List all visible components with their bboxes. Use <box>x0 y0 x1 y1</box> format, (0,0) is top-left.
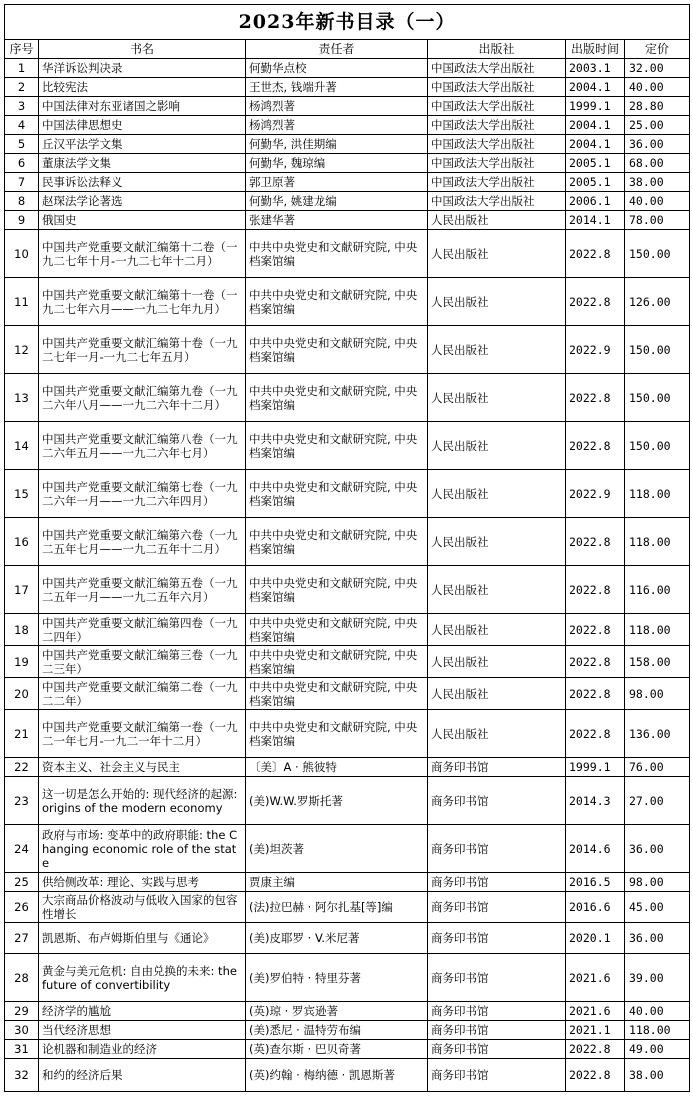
cell-price: 38.00 <box>625 173 690 192</box>
cell-author: 中共中央党史和文献研究院, 中央档案馆编 <box>246 518 428 566</box>
table-row <box>5 1059 690 1092</box>
cell-title: 经济学的尴尬 <box>39 1002 246 1021</box>
cell-price: 25.00 <box>625 116 690 135</box>
cell-price: 49.00 <box>625 1040 690 1059</box>
cell-author: 何勤华, 洪佳期编 <box>246 135 428 154</box>
cell-date: 2005.1 <box>566 173 625 192</box>
cell-date: 2016.5 <box>566 873 625 892</box>
table-row <box>5 1040 690 1059</box>
cell-publisher: 人民出版社 <box>428 374 566 422</box>
cell-author: 〔美〕A · 熊彼特 <box>246 758 428 777</box>
cell-author: 中共中央党史和文献研究院, 中央档案馆编 <box>246 374 428 422</box>
cell-title: 中国共产党重要文献汇编第三卷（一九二三年） <box>39 646 246 678</box>
cell-seq: 17 <box>5 566 39 614</box>
cell-price: 39.00 <box>625 954 690 1002</box>
cell-publisher: 商务印书馆 <box>428 873 566 892</box>
cell-price: 118.00 <box>625 1021 690 1040</box>
catalog-title: 2023年新书目录（一） <box>5 5 690 40</box>
cell-price: 126.00 <box>625 278 690 326</box>
cell-publisher: 商务印书馆 <box>428 923 566 954</box>
table-row <box>5 374 690 422</box>
cell-publisher: 人民出版社 <box>428 278 566 326</box>
cell-seq: 30 <box>5 1021 39 1040</box>
cell-title: 中国共产党重要文献汇编第一卷（一九二一年七月-一九二一年十二月） <box>39 710 246 758</box>
cell-title: 中国共产党重要文献汇编第十一卷（一九二七年六月——一九二七年九月） <box>39 278 246 326</box>
table-row <box>5 710 690 758</box>
table-row <box>5 923 690 954</box>
cell-seq: 2 <box>5 78 39 97</box>
cell-seq: 28 <box>5 954 39 1002</box>
cell-publisher: 人民出版社 <box>428 230 566 278</box>
table-row <box>5 135 690 154</box>
cell-title: 中国共产党重要文献汇编第十卷（一九二七年一月-一九二七年五月） <box>39 326 246 374</box>
cell-date: 1999.1 <box>566 758 625 777</box>
table-row <box>5 173 690 192</box>
table-row <box>5 825 690 873</box>
cell-seq: 15 <box>5 470 39 518</box>
cell-seq: 18 <box>5 614 39 646</box>
cell-title: 华洋诉讼判决录 <box>39 59 246 78</box>
cell-author: 何勤华, 魏琼编 <box>246 154 428 173</box>
cell-author: 贾康主编 <box>246 873 428 892</box>
cell-author: 张建华著 <box>246 211 428 230</box>
table-row <box>5 954 690 1002</box>
cell-price: 68.00 <box>625 154 690 173</box>
cell-date: 2003.1 <box>566 59 625 78</box>
cell-price: 36.00 <box>625 135 690 154</box>
cell-date: 2021.1 <box>566 1021 625 1040</box>
table-row <box>5 777 690 825</box>
cell-author: 中共中央党史和文献研究院, 中央档案馆编 <box>246 422 428 470</box>
cell-title: 政府与市场: 变革中的政府职能: the Changing economic role of the state <box>39 825 246 873</box>
cell-date: 2022.8 <box>566 646 625 678</box>
cell-date: 1999.1 <box>566 97 625 116</box>
cell-seq: 6 <box>5 154 39 173</box>
cell-author: 郭卫原著 <box>246 173 428 192</box>
table-row <box>5 78 690 97</box>
cell-author: 中共中央党史和文献研究院, 中央档案馆编 <box>246 646 428 678</box>
cell-author: 王世杰, 钱端升著 <box>246 78 428 97</box>
table-row <box>5 566 690 614</box>
cell-title: 中国法律思想史 <box>39 116 246 135</box>
cell-seq: 4 <box>5 116 39 135</box>
cell-publisher: 人民出版社 <box>428 646 566 678</box>
cell-publisher: 中国政法大学出版社 <box>428 192 566 211</box>
cell-title: 中国共产党重要文献汇编第五卷（一九二五年一月——一九二五年六月） <box>39 566 246 614</box>
cell-publisher: 人民出版社 <box>428 566 566 614</box>
cell-title: 中国共产党重要文献汇编第七卷（一九二六年一月——一九二六年四月） <box>39 470 246 518</box>
cell-title: 凯恩斯、布卢姆斯伯里与《通论》 <box>39 923 246 954</box>
table-row <box>5 873 690 892</box>
cell-date: 2014.1 <box>566 211 625 230</box>
table-row <box>5 192 690 211</box>
cell-seq: 29 <box>5 1002 39 1021</box>
header-date: 出版时间 <box>566 40 625 59</box>
cell-publisher: 商务印书馆 <box>428 1002 566 1021</box>
cell-author: (美)坦茨著 <box>246 825 428 873</box>
cell-seq: 32 <box>5 1059 39 1092</box>
cell-author: 中共中央党史和文献研究院, 中央档案馆编 <box>246 710 428 758</box>
cell-seq: 27 <box>5 923 39 954</box>
cell-title: 比较宪法 <box>39 78 246 97</box>
cell-title: 当代经济思想 <box>39 1021 246 1040</box>
cell-publisher: 人民出版社 <box>428 470 566 518</box>
cell-author: 杨鸿烈著 <box>246 97 428 116</box>
header-row <box>5 40 690 59</box>
table-row <box>5 211 690 230</box>
table-row <box>5 97 690 116</box>
cell-price: 78.00 <box>625 211 690 230</box>
cell-date: 2022.8 <box>566 1040 625 1059</box>
cell-seq: 25 <box>5 873 39 892</box>
cell-title: 俄国史 <box>39 211 246 230</box>
table-row <box>5 278 690 326</box>
cell-date: 2014.6 <box>566 825 625 873</box>
cell-seq: 10 <box>5 230 39 278</box>
cell-publisher: 中国政法大学出版社 <box>428 97 566 116</box>
cell-seq: 12 <box>5 326 39 374</box>
cell-date: 2022.8 <box>566 518 625 566</box>
cell-date: 2006.1 <box>566 192 625 211</box>
cell-publisher: 商务印书馆 <box>428 892 566 923</box>
cell-title: 民事诉讼法释义 <box>39 173 246 192</box>
cell-author: 中共中央党史和文献研究院, 中央档案馆编 <box>246 678 428 710</box>
cell-title: 中国共产党重要文献汇编第十二卷（一九二七年十月-一九二七年十二月） <box>39 230 246 278</box>
cell-price: 40.00 <box>625 78 690 97</box>
cell-title: 中国共产党重要文献汇编第八卷（一九二六年五月——一九二六年七月） <box>39 422 246 470</box>
header-publisher: 出版社 <box>428 40 566 59</box>
cell-seq: 24 <box>5 825 39 873</box>
cell-date: 2022.8 <box>566 614 625 646</box>
cell-price: 38.00 <box>625 1059 690 1092</box>
cell-price: 40.00 <box>625 1002 690 1021</box>
cell-publisher: 人民出版社 <box>428 710 566 758</box>
cell-date: 2022.8 <box>566 278 625 326</box>
cell-publisher: 中国政法大学出版社 <box>428 135 566 154</box>
cell-publisher: 商务印书馆 <box>428 825 566 873</box>
cell-author: (美)W.W.罗斯托著 <box>246 777 428 825</box>
cell-author: (英)琼 · 罗宾逊著 <box>246 1002 428 1021</box>
table-row <box>5 646 690 678</box>
cell-date: 2022.8 <box>566 566 625 614</box>
cell-date: 2014.3 <box>566 777 625 825</box>
header-author: 责任者 <box>246 40 428 59</box>
cell-author: 中共中央党史和文献研究院, 中央档案馆编 <box>246 566 428 614</box>
cell-seq: 16 <box>5 518 39 566</box>
cell-title: 资本主义、社会主义与民主 <box>39 758 246 777</box>
cell-date: 2004.1 <box>566 116 625 135</box>
cell-title: 论机器和制造业的经济 <box>39 1040 246 1059</box>
cell-author: 中共中央党史和文献研究院, 中央档案馆编 <box>246 470 428 518</box>
cell-price: 118.00 <box>625 518 690 566</box>
cell-price: 118.00 <box>625 614 690 646</box>
cell-seq: 9 <box>5 211 39 230</box>
table-row <box>5 518 690 566</box>
cell-date: 2022.9 <box>566 326 625 374</box>
cell-date: 2004.1 <box>566 78 625 97</box>
cell-seq: 14 <box>5 422 39 470</box>
table-row <box>5 470 690 518</box>
cell-title: 赵琛法学论著选 <box>39 192 246 211</box>
cell-price: 28.80 <box>625 97 690 116</box>
cell-price: 27.00 <box>625 777 690 825</box>
cell-price: 40.00 <box>625 192 690 211</box>
cell-seq: 21 <box>5 710 39 758</box>
cell-price: 32.00 <box>625 59 690 78</box>
cell-price: 36.00 <box>625 923 690 954</box>
cell-seq: 11 <box>5 278 39 326</box>
cell-publisher: 商务印书馆 <box>428 1040 566 1059</box>
cell-date: 2005.1 <box>566 154 625 173</box>
table-row <box>5 326 690 374</box>
table-row <box>5 678 690 710</box>
cell-title: 和约的经济后果 <box>39 1059 246 1092</box>
cell-author: 中共中央党史和文献研究院, 中央档案馆编 <box>246 230 428 278</box>
cell-title: 中国共产党重要文献汇编第四卷（一九二四年） <box>39 614 246 646</box>
cell-seq: 23 <box>5 777 39 825</box>
cell-publisher: 中国政法大学出版社 <box>428 78 566 97</box>
cell-seq: 22 <box>5 758 39 777</box>
cell-author: (英)查尔斯 · 巴贝奇著 <box>246 1040 428 1059</box>
cell-publisher: 中国政法大学出版社 <box>428 173 566 192</box>
cell-date: 2022.8 <box>566 230 625 278</box>
cell-title: 中国共产党重要文献汇编第二卷（一九二二年） <box>39 678 246 710</box>
cell-publisher: 人民出版社 <box>428 518 566 566</box>
cell-seq: 13 <box>5 374 39 422</box>
cell-publisher: 中国政法大学出版社 <box>428 154 566 173</box>
cell-title: 中国共产党重要文献汇编第六卷（一九二五年七月——一九二五年十二月） <box>39 518 246 566</box>
cell-publisher: 中国政法大学出版社 <box>428 59 566 78</box>
cell-author: (英)约翰 · 梅纳德 · 凯恩斯著 <box>246 1059 428 1092</box>
cell-price: 36.00 <box>625 825 690 873</box>
table-row <box>5 422 690 470</box>
cell-title: 黄金与美元危机: 自由兑换的未来: the future of convertibility <box>39 954 246 1002</box>
cell-title: 供给侧改革: 理论、实践与思考 <box>39 873 246 892</box>
cell-publisher: 商务印书馆 <box>428 758 566 777</box>
table-row <box>5 116 690 135</box>
table-row <box>5 154 690 173</box>
cell-price: 150.00 <box>625 422 690 470</box>
cell-title: 大宗商品价格波动与低收入国家的包容性增长 <box>39 892 246 923</box>
table-row <box>5 59 690 78</box>
book-catalog-table <box>4 4 690 1092</box>
cell-date: 2016.6 <box>566 892 625 923</box>
cell-publisher: 人民出版社 <box>428 678 566 710</box>
cell-publisher: 中国政法大学出版社 <box>428 116 566 135</box>
cell-price: 98.00 <box>625 873 690 892</box>
cell-price: 76.00 <box>625 758 690 777</box>
cell-publisher: 人民出版社 <box>428 326 566 374</box>
cell-publisher: 人民出版社 <box>428 422 566 470</box>
cell-price: 116.00 <box>625 566 690 614</box>
header-title: 书名 <box>39 40 246 59</box>
cell-seq: 1 <box>5 59 39 78</box>
cell-title: 这一切是怎么开始的: 现代经济的起源: origins of the modern economy <box>39 777 246 825</box>
cell-seq: 26 <box>5 892 39 923</box>
cell-author: (法)拉巴赫 · 阿尔扎基[等]编 <box>246 892 428 923</box>
cell-price: 158.00 <box>625 646 690 678</box>
cell-date: 2022.8 <box>566 374 625 422</box>
cell-price: 150.00 <box>625 230 690 278</box>
cell-author: 中共中央党史和文献研究院, 中央档案馆编 <box>246 326 428 374</box>
cell-seq: 3 <box>5 97 39 116</box>
cell-author: 何勤华, 姚建龙编 <box>246 192 428 211</box>
cell-publisher: 商务印书馆 <box>428 777 566 825</box>
table-row <box>5 1021 690 1040</box>
cell-title: 董康法学文集 <box>39 154 246 173</box>
cell-title: 丘汉平法学文集 <box>39 135 246 154</box>
cell-price: 150.00 <box>625 374 690 422</box>
cell-date: 2022.8 <box>566 422 625 470</box>
cell-seq: 8 <box>5 192 39 211</box>
table-row <box>5 614 690 646</box>
cell-title: 中国法律对东亚诸国之影响 <box>39 97 246 116</box>
cell-publisher: 人民出版社 <box>428 211 566 230</box>
cell-author: 何勤华点校 <box>246 59 428 78</box>
cell-publisher: 商务印书馆 <box>428 1059 566 1092</box>
title-row <box>5 5 690 40</box>
header-seq: 序号 <box>5 40 39 59</box>
table-row <box>5 892 690 923</box>
table-row <box>5 230 690 278</box>
cell-seq: 7 <box>5 173 39 192</box>
cell-author: 中共中央党史和文献研究院, 中央档案馆编 <box>246 614 428 646</box>
table-row <box>5 1002 690 1021</box>
header-price: 定价 <box>625 40 690 59</box>
table-row <box>5 758 690 777</box>
cell-date: 2022.8 <box>566 710 625 758</box>
cell-publisher: 商务印书馆 <box>428 954 566 1002</box>
cell-date: 2022.8 <box>566 678 625 710</box>
cell-author: (美)悉尼 · 温特劳布编 <box>246 1021 428 1040</box>
cell-author: 中共中央党史和文献研究院, 中央档案馆编 <box>246 278 428 326</box>
cell-title: 中国共产党重要文献汇编第九卷（一九二六年八月——一九二六年十二月） <box>39 374 246 422</box>
cell-date: 2022.9 <box>566 470 625 518</box>
cell-date: 2022.8 <box>566 1059 625 1092</box>
cell-price: 118.00 <box>625 470 690 518</box>
cell-price: 45.00 <box>625 892 690 923</box>
cell-publisher: 商务印书馆 <box>428 1021 566 1040</box>
book-catalog-sheet <box>4 4 689 1092</box>
cell-date: 2004.1 <box>566 135 625 154</box>
cell-seq: 31 <box>5 1040 39 1059</box>
cell-date: 2021.6 <box>566 1002 625 1021</box>
cell-author: (美)罗伯特 · 特里芬著 <box>246 954 428 1002</box>
cell-date: 2021.6 <box>566 954 625 1002</box>
cell-seq: 19 <box>5 646 39 678</box>
cell-date: 2020.1 <box>566 923 625 954</box>
cell-author: 杨鸿烈著 <box>246 116 428 135</box>
cell-author: (美)皮耶罗 · V.米尼著 <box>246 923 428 954</box>
cell-seq: 20 <box>5 678 39 710</box>
cell-publisher: 人民出版社 <box>428 614 566 646</box>
cell-price: 150.00 <box>625 326 690 374</box>
cell-seq: 5 <box>5 135 39 154</box>
cell-price: 98.00 <box>625 678 690 710</box>
cell-price: 136.00 <box>625 710 690 758</box>
